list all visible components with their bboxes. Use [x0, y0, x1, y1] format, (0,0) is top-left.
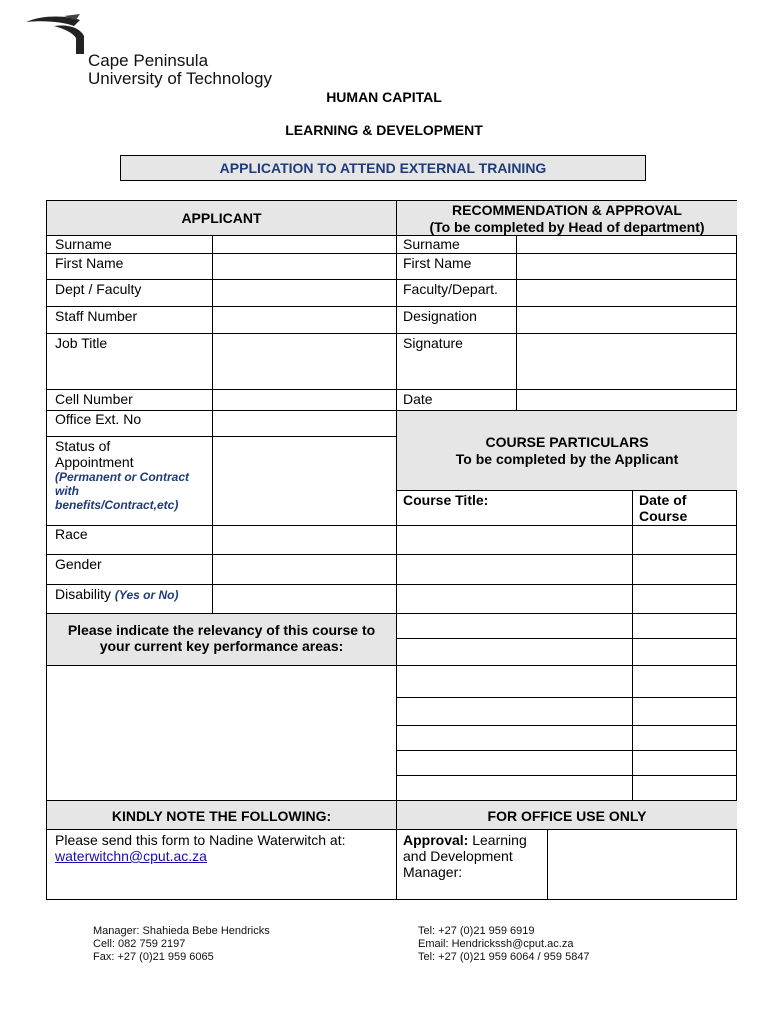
- logo-line-1: Cape Peninsula: [88, 51, 209, 70]
- note-heading: KINDLY NOTE THE FOLLOWING:: [111, 808, 332, 824]
- applicant-heading: APPLICANT: [181, 210, 262, 226]
- header-learning-development: LEARNING & DEVELOPMENT: [285, 122, 483, 138]
- approval-faculty-input[interactable]: [517, 280, 737, 306]
- footer-tel-1: Tel: +27 (0)21 959 6919: [418, 925, 535, 937]
- label-job-title: Job Title: [55, 335, 108, 351]
- contact-email-link[interactable]: waterwitchn@cput.ac.za: [55, 848, 207, 864]
- course-title-input-5[interactable]: [398, 639, 632, 665]
- label-staff-number: Staff Number: [55, 308, 138, 324]
- job-title-input[interactable]: [213, 334, 396, 389]
- course-date-input-7[interactable]: [633, 698, 737, 725]
- course-date-label: Date of Course: [639, 492, 688, 524]
- approval-label-faculty: Faculty/Depart.: [403, 281, 498, 297]
- course-title-input-9[interactable]: [398, 751, 632, 775]
- note-text: Please send this form to Nadine Waterwitch at:: [55, 832, 346, 848]
- approval-label-signature: Signature: [403, 335, 463, 351]
- gender-input[interactable]: [213, 555, 396, 584]
- office-heading: FOR OFFICE USE ONLY: [487, 808, 647, 824]
- approval-label-designation: Designation: [403, 308, 477, 324]
- footer-email: Email: Hendrickssh@cput.ac.za: [418, 938, 574, 950]
- footer-right: [418, 925, 590, 964]
- approval-heading: RECOMMENDATION & APPROVAL: [452, 202, 682, 218]
- course-date-input-4[interactable]: [633, 614, 737, 638]
- relevancy-prompt: Please indicate the relevancy of this course to your current key performance areas:: [67, 622, 376, 654]
- approval-date-input[interactable]: [517, 390, 737, 410]
- surname-input[interactable]: [213, 236, 396, 253]
- course-title-input-4[interactable]: [398, 614, 632, 638]
- label-race: Race: [55, 526, 88, 542]
- course-title-input-10[interactable]: [398, 776, 632, 800]
- disability-input[interactable]: [213, 585, 396, 613]
- approval-label-surname: Surname: [403, 236, 460, 252]
- footer-cell: Cell: 082 759 2197: [93, 938, 186, 950]
- course-subheading: To be completed by the Applicant: [455, 451, 679, 467]
- label-office-ext: Office Ext. No: [55, 411, 142, 427]
- label-first-name: First Name: [55, 255, 124, 271]
- course-title-input-6[interactable]: [398, 666, 632, 697]
- disability-text: Disability: [55, 586, 112, 602]
- approval-first-name-input[interactable]: [517, 254, 737, 279]
- approval-label-first-name: First Name: [403, 255, 472, 271]
- course-date-input-6[interactable]: [633, 666, 737, 697]
- race-input[interactable]: [213, 526, 396, 554]
- status-note: (Permanent or Contract with benefits/Contract,etc): [55, 470, 190, 512]
- form-title: APPLICATION TO ATTEND EXTERNAL TRAINING: [120, 155, 646, 181]
- course-title-input-2[interactable]: [398, 555, 632, 584]
- course-date-input-3[interactable]: [633, 585, 737, 613]
- course-date-input-5[interactable]: [633, 639, 737, 665]
- course-heading: COURSE PARTICULARS: [485, 434, 649, 450]
- approval-label-date: Date: [403, 391, 433, 407]
- course-title-input-8[interactable]: [398, 726, 632, 750]
- course-title-input-1[interactable]: [398, 526, 632, 554]
- course-title-label: Course Title:: [403, 492, 489, 508]
- dept-faculty-input[interactable]: [213, 280, 396, 306]
- course-date-input-1[interactable]: [633, 526, 737, 554]
- footer-left: [93, 925, 270, 964]
- course-date-input-2[interactable]: [633, 555, 737, 584]
- cell-number-input[interactable]: [213, 390, 396, 410]
- course-title-input-7[interactable]: [398, 698, 632, 725]
- label-surname: Surname: [55, 236, 112, 252]
- approval-text: Learning and Development Manager:: [403, 832, 527, 880]
- approval-signature-input[interactable]: [517, 334, 737, 389]
- footer-tel-2: Tel: +27 (0)21 959 6064 / 959 5847: [418, 951, 590, 963]
- first-name-input[interactable]: [213, 254, 396, 279]
- course-date-input-8[interactable]: [633, 726, 737, 750]
- label-gender: Gender: [55, 556, 102, 572]
- approval-surname-input[interactable]: [517, 236, 737, 253]
- course-title-input-3[interactable]: [398, 585, 632, 613]
- label-dept-faculty: Dept / Faculty: [55, 281, 142, 297]
- course-date-input-9[interactable]: [633, 751, 737, 775]
- logo-line-2: University of Technology: [88, 69, 272, 88]
- university-logo: [24, 14, 284, 90]
- application-form-table: [46, 200, 737, 900]
- office-ext-input[interactable]: [213, 411, 396, 436]
- footer-fax: Fax: +27 (0)21 959 6065: [93, 951, 214, 963]
- footer-manager: Manager: Shahieda Bebe Hendricks: [93, 925, 270, 937]
- office-approval-input[interactable]: [548, 830, 737, 900]
- disability-note: (Yes or No): [114, 588, 179, 602]
- staff-number-input[interactable]: [213, 307, 396, 333]
- approval-subheading: (To be completed by Head of department): [429, 219, 705, 235]
- course-date-input-10[interactable]: [633, 776, 737, 800]
- approval-bold-label: Approval:: [403, 832, 469, 848]
- label-cell-number: Cell Number: [55, 391, 133, 407]
- office-approval-label: [397, 831, 547, 881]
- label-status-appointment: Status of Appointment: [55, 438, 134, 470]
- status-appointment-input[interactable]: [213, 437, 396, 525]
- approval-designation-input[interactable]: [517, 307, 737, 333]
- logo-mark-icon: [24, 14, 94, 54]
- label-disability: [49, 585, 184, 603]
- relevancy-input[interactable]: [48, 666, 396, 800]
- header-human-capital: HUMAN CAPITAL: [326, 89, 442, 105]
